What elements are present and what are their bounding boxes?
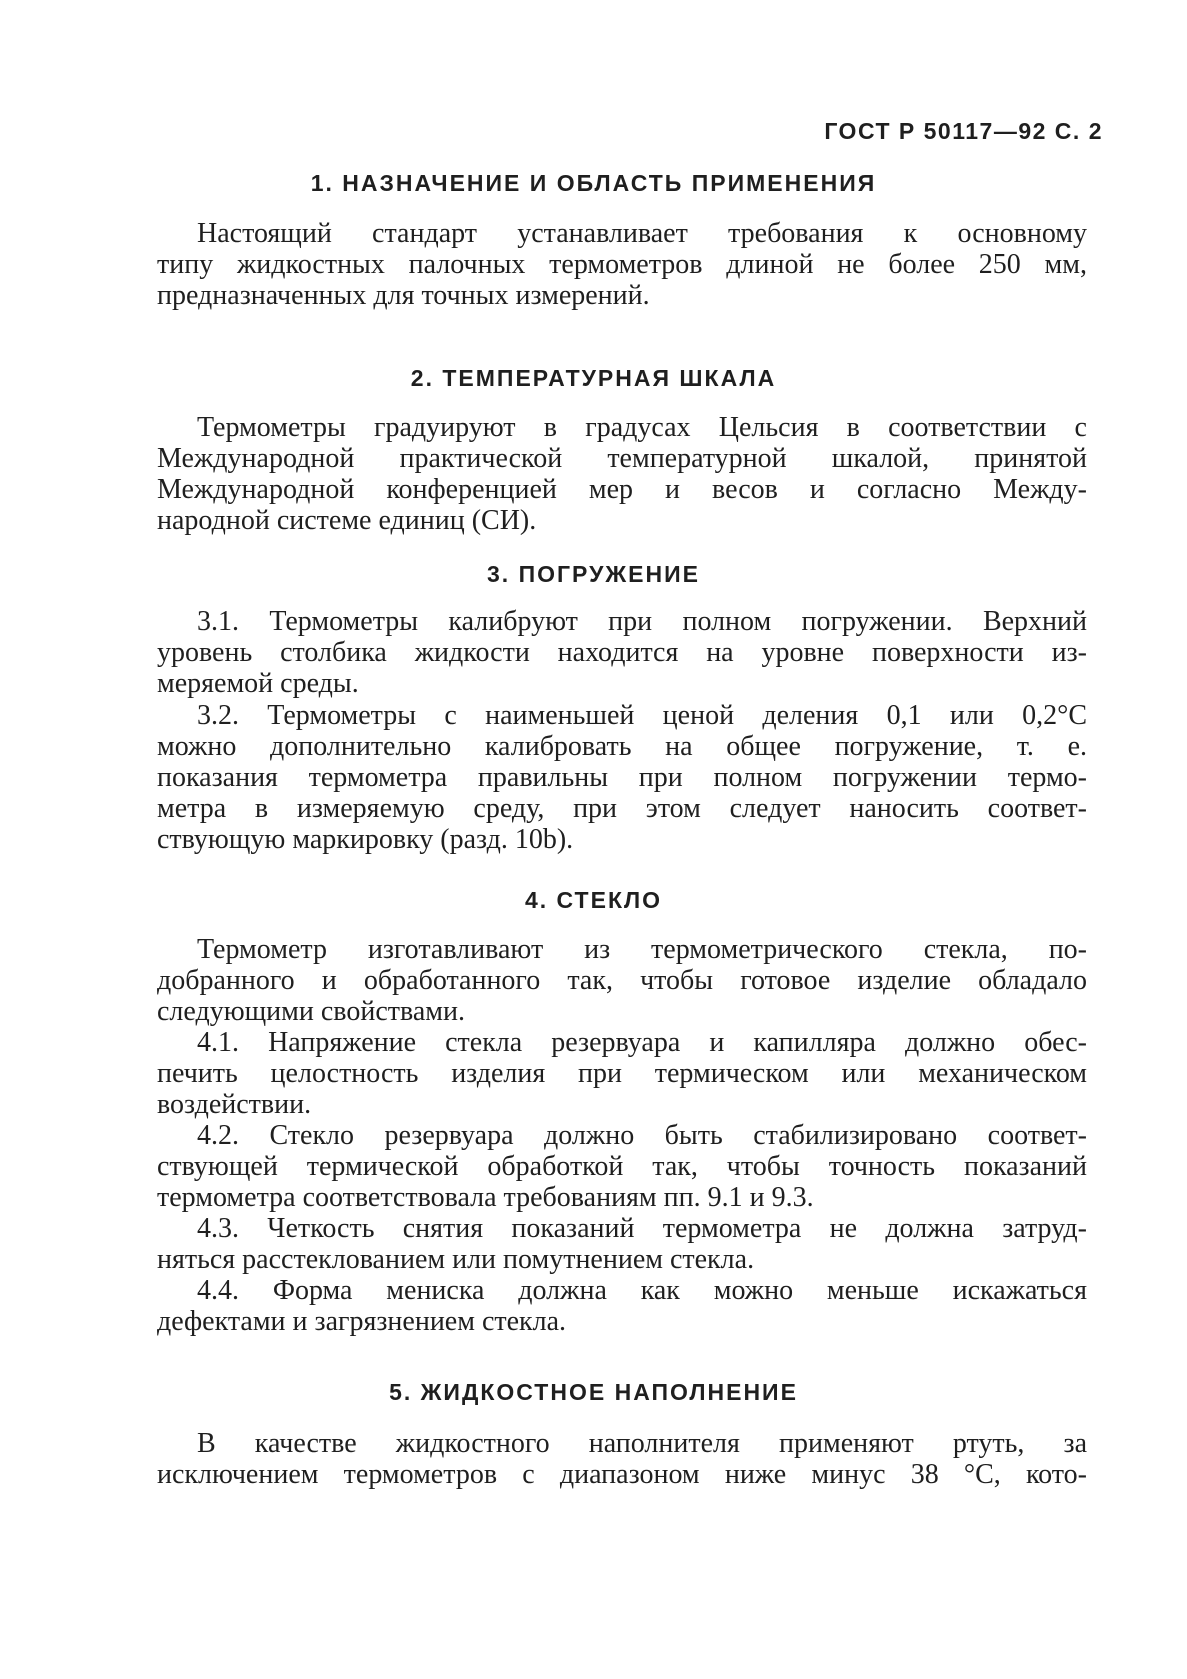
- text-line: добранного и обработанного так, чтобы готовое изделие обладало: [157, 965, 1087, 996]
- text-line: печить целостность изделия при термическом или механическом: [157, 1058, 1087, 1089]
- section-4-paragraph-1: [157, 934, 1087, 1027]
- text-line: няться расстеклованием или помутнением стекла.: [157, 1244, 755, 1275]
- text-line: ствующую маркировку (разд. 10b).: [157, 824, 574, 855]
- text-line: 4.2. Стекло резервуара должно быть стабилизировано соответ-: [197, 1120, 1087, 1151]
- section-5-paragraph-1: [157, 1428, 1087, 1490]
- text-line: предназначенных для точных измерений.: [157, 280, 650, 311]
- text-line: Международной практической температурной шкалой, принятой: [157, 443, 1087, 474]
- text-line: 4.4. Форма мениска должна как можно меньше искажаться: [197, 1275, 1087, 1306]
- text-line: воздействии.: [157, 1089, 312, 1120]
- text-line: типу жидкостных палочных термометров длиной не более 250 мм,: [157, 249, 1087, 280]
- text-line: 4.1. Напряжение стекла резервуара и капилляра должно обес-: [197, 1027, 1087, 1058]
- text-line: следующими свойствами.: [157, 996, 465, 1027]
- text-line: можно дополнительно калибровать на общее погружение, т. е.: [157, 731, 1087, 762]
- section-1-paragraph-1: [157, 218, 1087, 311]
- text-line: уровень столбика жидкости находится на уровне поверхности из-: [157, 637, 1087, 668]
- section-4-paragraph-5: [157, 1275, 1087, 1337]
- section-4-paragraph-3: [157, 1120, 1087, 1213]
- text-line: меряемой среды.: [157, 668, 359, 699]
- text-line: Термометры градуируют в градусах Цельсия в соответствии с: [197, 412, 1087, 443]
- section-2-paragraph-1: [157, 412, 1087, 536]
- section-heading-5: 5. ЖИДКОСТНОЕ НАПОЛНЕНИЕ: [389, 1379, 798, 1405]
- section-3-paragraph-1: [157, 606, 1087, 699]
- text-line: Настоящий стандарт устанавливает требования к основному: [197, 218, 1087, 249]
- text-line: В качестве жидкостного наполнителя применяют ртуть, за: [197, 1428, 1087, 1459]
- text-line: народной системе единиц (СИ).: [157, 505, 537, 536]
- text-line: 3.2. Термометры с наименьшей ценой деления 0,1 или 0,2°С: [197, 700, 1087, 731]
- text-line: Международной конференцией мер и весов и согласно Между-: [157, 474, 1087, 505]
- text-line: метра в измеряемую среду, при этом следует наносить соответ-: [157, 793, 1087, 824]
- section-heading-3: 3. ПОГРУЖЕНИЕ: [487, 561, 700, 587]
- section-4-paragraph-4: [157, 1213, 1087, 1275]
- text-line: 3.1. Термометры калибруют при полном погружении. Верхний: [197, 606, 1087, 637]
- text-line: показания термометра правильны при полном погружении термо-: [157, 762, 1087, 793]
- text-line: ствующей термической обработкой так, чтобы точность показаний: [157, 1151, 1087, 1182]
- text-line: термометра соответствовала требованиям пп. 9.1 и 9.3.: [157, 1182, 814, 1213]
- text-line: Термометр изготавливают из термометрического стекла, по-: [197, 934, 1087, 965]
- text-line: исключением термометров с диапазоном ниже минус 38 °С, кото-: [157, 1459, 1087, 1490]
- text-line: 4.3. Четкость снятия показаний термометра не должна затруд-: [197, 1213, 1087, 1244]
- section-heading-2: 2. ТЕМПЕРАТУРНАЯ ШКАЛА: [410, 365, 777, 391]
- section-heading-1: 1. НАЗНАЧЕНИЕ И ОБЛАСТЬ ПРИМЕНЕНИЯ: [310, 170, 877, 196]
- section-3-paragraph-2: [157, 700, 1087, 855]
- text-line: дефектами и загрязнением стекла.: [157, 1306, 567, 1337]
- section-heading-4: 4. СТЕКЛО: [524, 887, 663, 913]
- section-4-paragraph-2: [157, 1027, 1087, 1120]
- page-header: ГОСТ Р 50117—92 С. 2: [824, 118, 1103, 144]
